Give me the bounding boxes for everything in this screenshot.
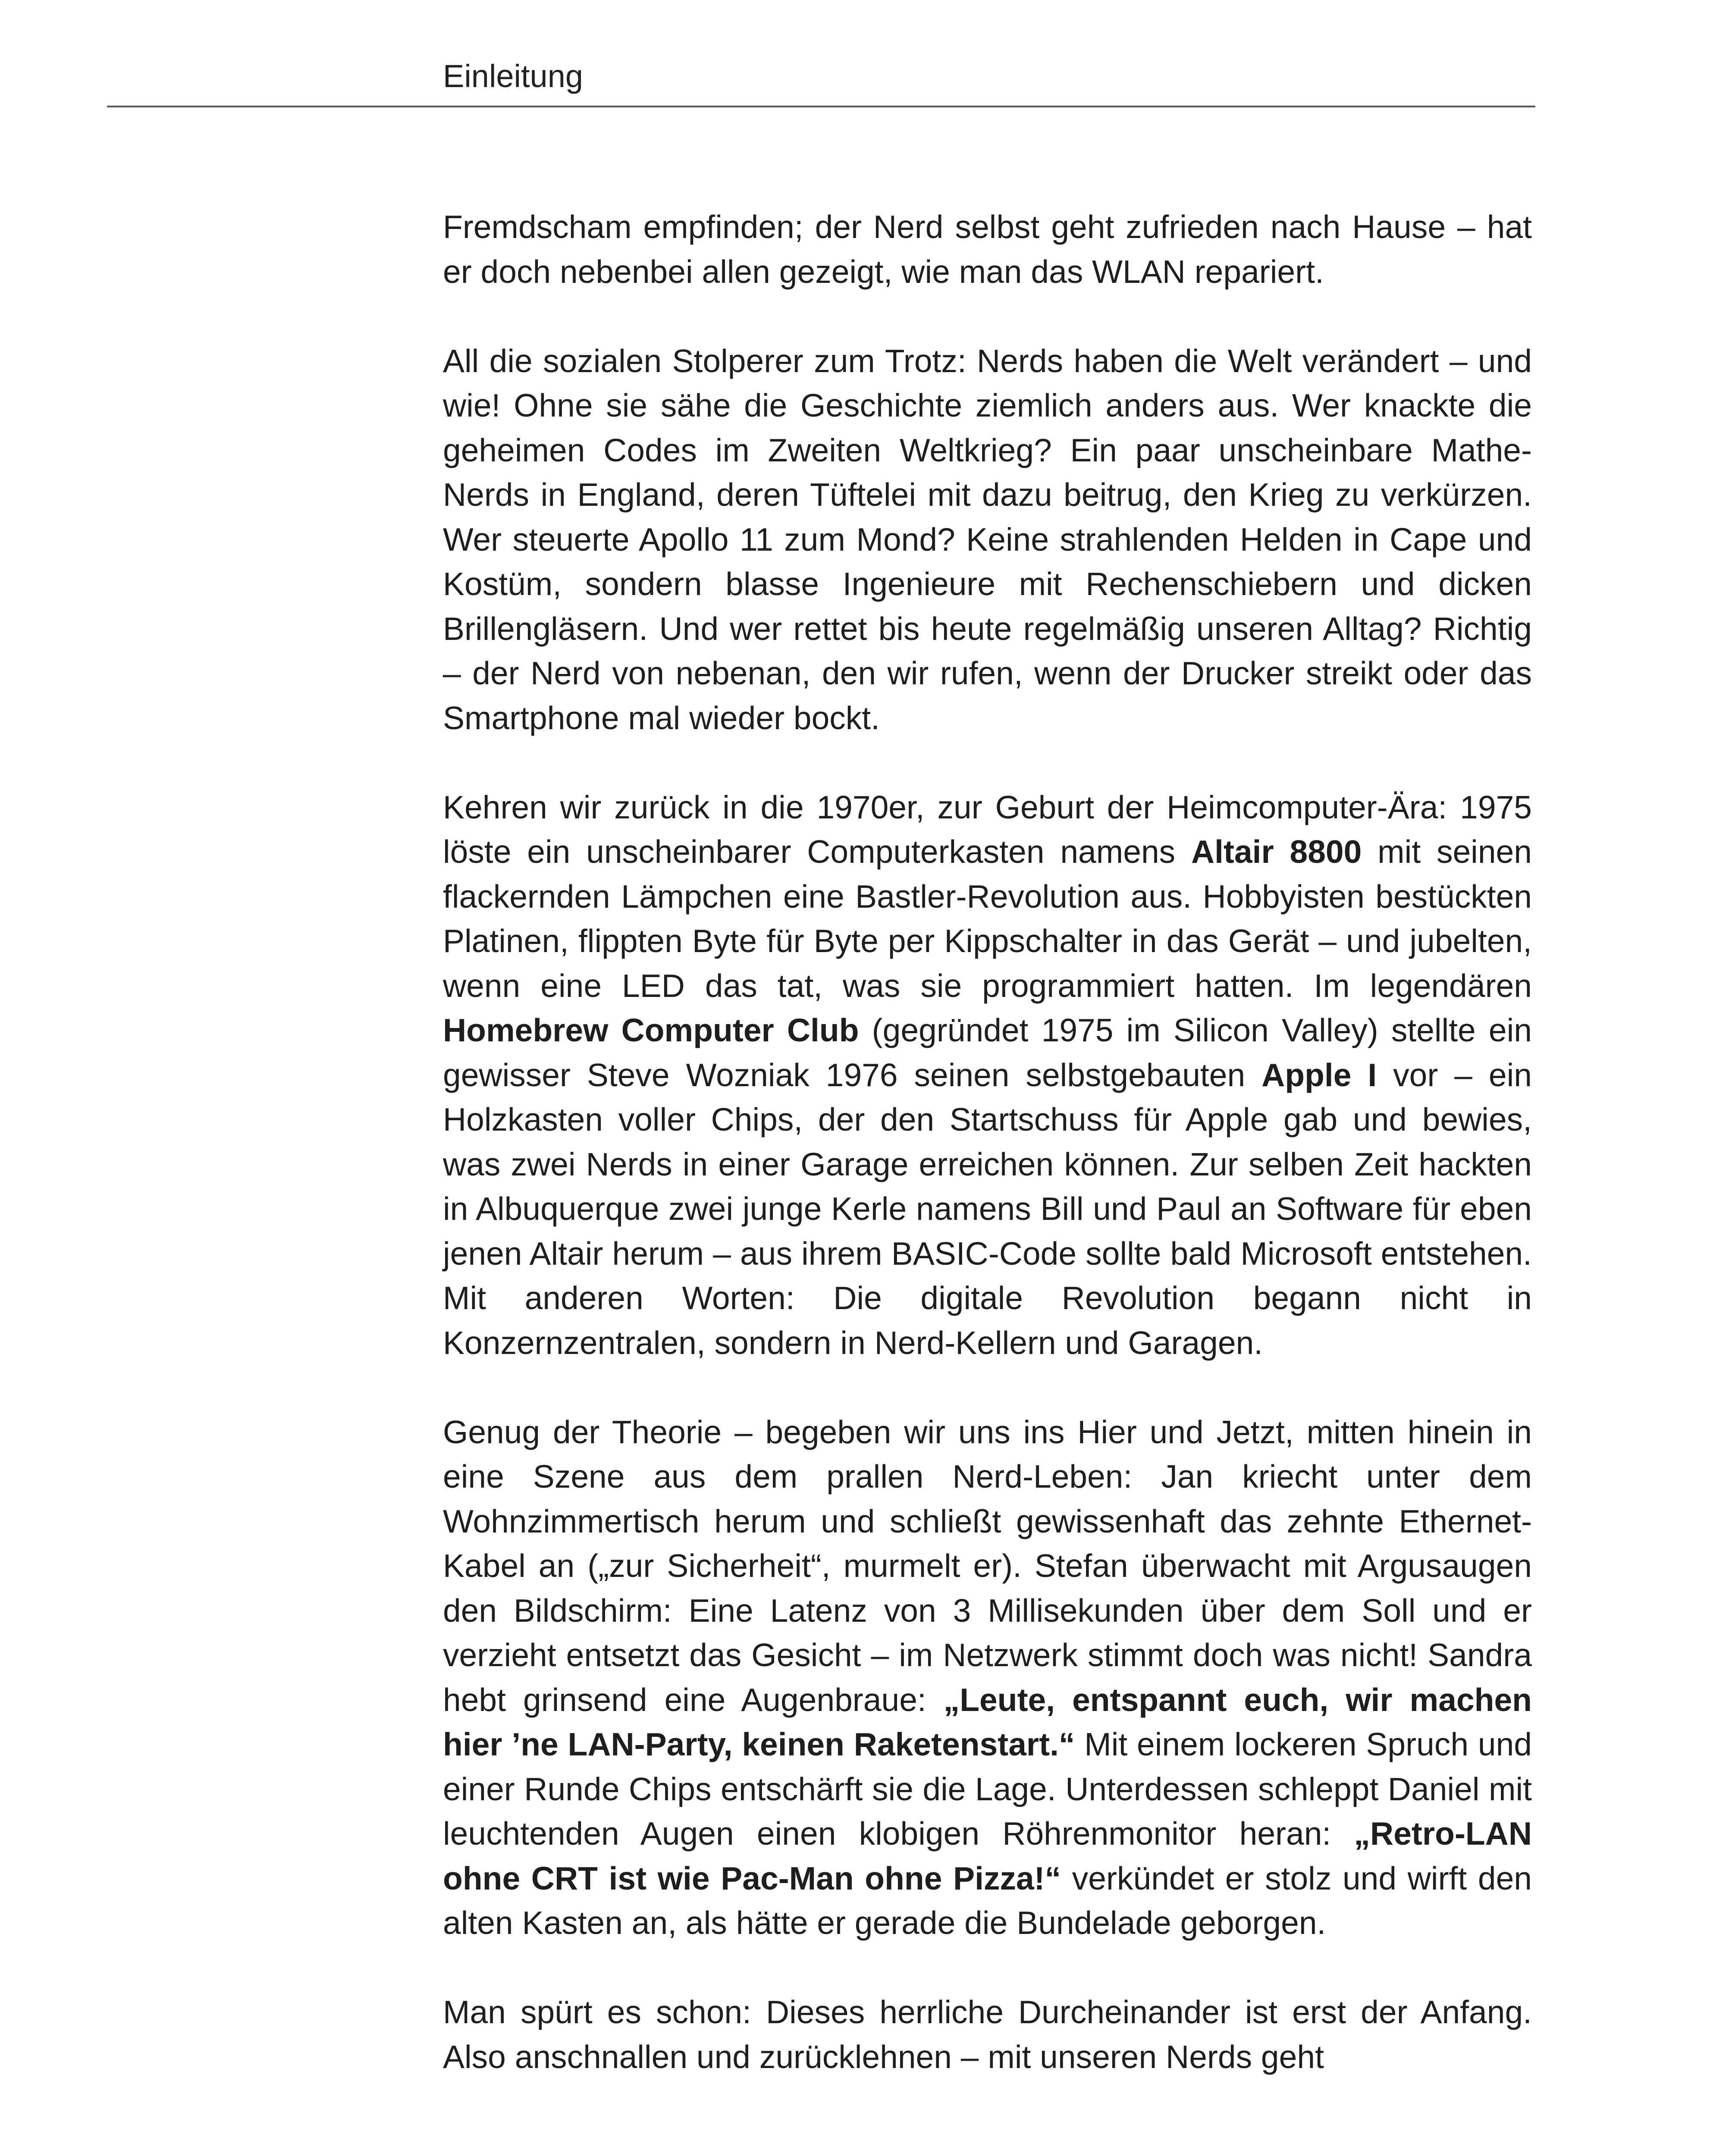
bold-quote-sandra: „Leute, entspannt euch, wir machen hier ’ne LAN-Party, keinen Raketenstart.“ (443, 1681, 1532, 1762)
header-rule (107, 106, 1535, 107)
text-run: Mit einem lockeren Spruch und einer Runde Chips entschärft sie die Lage. Unterdessen schleppt Daniel mit leuchtenden Augen einen klobigen Röhrenmonitor heran: (443, 1726, 1532, 1852)
text-run: Genug der Theorie – begeben wir uns ins Hier und Jetzt, mitten hinein in eine Szene aus dem prallen Nerd-Leben: Jan kriecht unter dem Wohnzimmertisch herum und schließt gewissenhaft das zehnte Ethernet-Kabel an („zur Sicherheit“, murmelt er). Stefan überwacht mit Argusaugen den Bildschirm: Eine Latenz von 3 Millisekunden über dem Soll und er verzieht entsetzt das Gesicht – im Netzwerk stimmt doch was nicht! Sandra hebt grinsend eine Augenbraue: (443, 1413, 1532, 1718)
text-run: Man spürt es schon: Dieses herrliche Durcheinander ist erst der Anfang. Also anschnallen und zurücklehnen – mit unseren Nerds geht (443, 1994, 1532, 2075)
paragraph-5 (443, 1990, 1532, 2079)
body-text (443, 205, 1532, 2079)
paragraph-1 (443, 205, 1532, 294)
running-head: Einleitung (443, 58, 584, 94)
text-run: Fremdscham empfinden; der Nerd selbst geht zufrieden nach Hause – hat er doch nebenbei allen gezeigt, wie man das WLAN repariert. (443, 209, 1532, 290)
text-run: (gegründet 1975 im Silicon Valley) stellte ein gewisser Steve Wozniak 1976 seinen selbstgebauten (443, 1012, 1532, 1093)
paragraph-4 (443, 1410, 1532, 1946)
text-run: mit seinen flackernden Lämpchen eine Bastler-Revolution aus. Hobbyisten bestückten Platinen, flippten Byte für Byte per Kippschalter in das Gerät – und jubelten, wenn eine LED das tat, was sie programmiert hatten. Im legendären (443, 834, 1532, 1004)
text-run: All die sozialen Stolperer zum Trotz: Nerds haben die Welt verändert – und wie! Ohne sie sähe die Geschichte ziemlich anders aus. Wer knackte die geheimen Codes im Zweiten Weltkrieg? Ein paar unscheinbare Mathe-Nerds in England, deren Tüftelei mit dazu beitrug, den Krieg zu verkürzen. Wer steuerte Apollo 11 zum Mond? Keine strahlenden Helden in Cape und Kostüm, sondern blasse Ingenieure mit Rechenschiebern und dicken Brillengläsern. Und wer rettet bis heute regelmäßig unseren Alltag? Richtig – der Nerd von nebenan, den wir rufen, wenn der Drucker streikt oder das Smartphone mal wieder bockt. (443, 342, 1532, 736)
bold-term-homebrew-club: Homebrew Computer Club (443, 1012, 859, 1048)
paragraph-2 (443, 339, 1532, 741)
text-run: vor – ein Holzkasten voller Chips, der den Startschuss für Apple gab und bewies, was zwei Nerds in einer Garage erreichen können. Zur selben Zeit hackten in Albuquerque zwei junge Kerle namens Bill und Paul an Software für eben jenen Altair herum – aus ihrem BASIC-Code sollte bald Microsoft entstehen. Mit anderen Worten: Die digitale Revolution begann nicht in Konzernzentralen, sondern in Nerd-Kellern und Garagen. (443, 1056, 1532, 1361)
bold-quote-daniel: „Retro-LAN ohne CRT ist wie Pac-Man ohne Pizza!“ (443, 1815, 1532, 1896)
bold-term-apple-i: Apple I (1261, 1056, 1377, 1093)
paragraph-3 (443, 785, 1532, 1366)
text-run: Kehren wir zurück in die 1970er, zur Geburt der Heimcomputer-Ära: 1975 löste ein unscheinbarer Computerkasten namens (443, 789, 1532, 870)
bold-term-altair: Altair 8800 (1191, 834, 1362, 870)
text-run: verkündet er stolz und wirft den alten Kasten an, als hätte er gerade die Bundelade geborgen. (443, 1860, 1532, 1941)
